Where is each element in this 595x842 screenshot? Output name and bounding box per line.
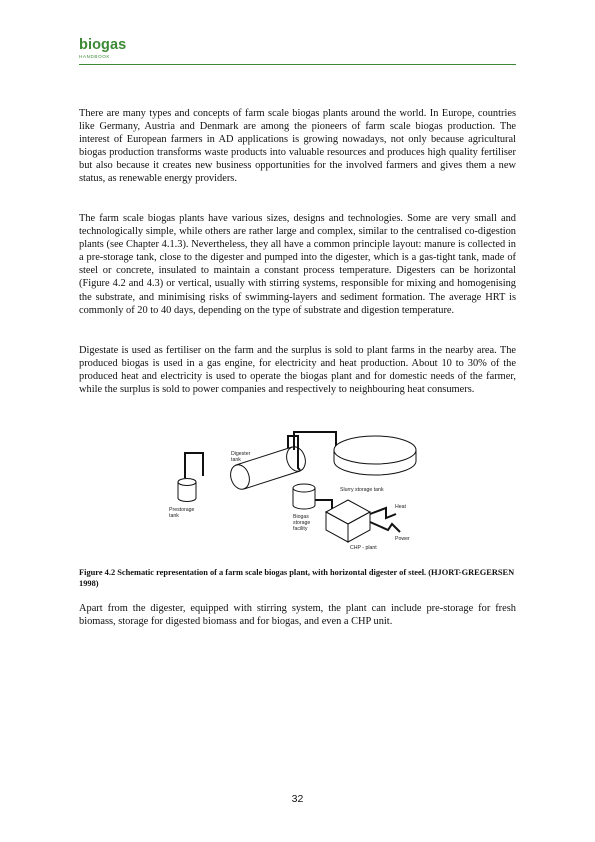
- label-biogas-3: facility: [293, 526, 308, 532]
- label-prestorage-1: Prestorage: [169, 507, 195, 513]
- figure-caption: Figure 4.2 Schematic representation of a farm scale biogas plant, with horizontal digester of steel. (HJORT-GREGERSEN 1998): [79, 568, 515, 588]
- pipe-prestorage-digester: [185, 453, 203, 478]
- label-biogas-1: Biogas: [293, 514, 309, 520]
- label-chp: CHP - plant: [350, 545, 377, 551]
- page-number: 32: [291, 793, 304, 805]
- paragraph-2: The farm scale biogas plants have various sizes, designs and technologies. Some are very small and technologically simple, while others are rather large and complex, similar to the centralised co-digestion plants (see Chapter 4.1.3). Nevertheless, they all have a common principle layout: manure is collected in a pre-storage tank, close to the digester and pumped into the digester, which is a gas-tight tank, made of steel or concrete, insulated to maintain a constant process temperature. Digesters can be horizontal (Figure 4.2 and 4.3) or vertical, usually with stirring systems, responsible for mixing and homogenising the substrate, and minimising risks of swimming-layers and sediment formation. The average HRT is commonly of 20 to 40 days, depending on the type of substrate and digestion temperature.: [79, 213, 516, 316]
- label-heat: Heat: [395, 504, 406, 510]
- heat-arrow: [370, 508, 396, 518]
- label-biogas-2: storage: [293, 520, 311, 526]
- label-slurry: Slurry storage tank: [340, 487, 384, 493]
- label-digester-1: Digester: [231, 451, 251, 457]
- power-arrow: [370, 522, 400, 532]
- paragraph-3: Digestate is used as fertiliser on the farm and the surplus is sold to plant farms in the nearby area. The produced biogas is used in a gas engine, for electricity and heat production. About 10 to 30% of the produced heat and electricity is used to operate the biogas plant and for domestic needs of the farmer, while the surplus is sold to power companies and respectively to neighbouring heat consumers.: [79, 345, 516, 396]
- label-digester-2: tank: [231, 457, 241, 463]
- brand-logo: biogas: [79, 37, 127, 53]
- pipe-digester-slurry: [294, 432, 336, 450]
- header-rule: [79, 64, 516, 65]
- label-power: Power: [395, 536, 410, 542]
- biogas-plant-figure: [160, 428, 440, 558]
- label-prestorage-2: tank: [169, 513, 179, 519]
- brand-subtitle: HANDBOOK: [79, 54, 111, 59]
- biogas-plant-schematic: [160, 428, 440, 558]
- page-header: [79, 38, 516, 59]
- paragraph-4: Apart from the digester, equipped with stirring system, the plant can include pre-storage for fresh biomass, storage for digested biomass and for biogas, and even a CHP unit.: [79, 603, 516, 628]
- paragraph-1: There are many types and concepts of farm scale biogas plants around the world. In Europe, countries like Germany, Austria and Denmark are among the pioneers of farm scale biogas production. The interest of European farmers in AD applications is growing nowadays, not only because agricultural biogas production transforms waste products into valuable resources and produces high quality fertiliser but also because it creates new business opportunities for the involved farmers and gives them a new status, as renewable energy providers.: [79, 108, 516, 185]
